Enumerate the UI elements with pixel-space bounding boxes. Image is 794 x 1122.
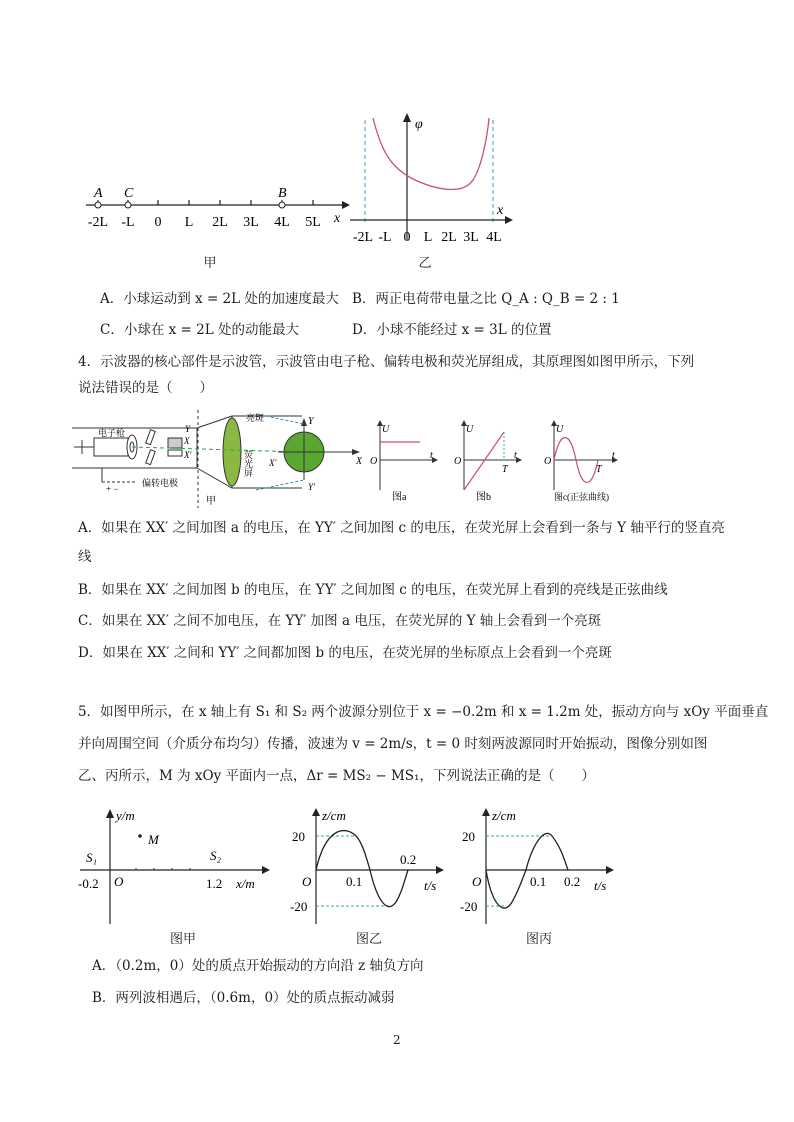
tick-label: 2L [441, 230, 457, 245]
point-a-label: A [94, 186, 103, 201]
phi-axis-label: φ [415, 117, 423, 132]
svg-text:20: 20 [292, 829, 305, 844]
svg-text:O: O [472, 874, 482, 889]
tick-label: -2L [352, 230, 374, 245]
graph-a [368, 420, 438, 502]
graph-c-caption: 图c(正弦曲线) [554, 492, 609, 502]
svg-text:S₂: S₂ [210, 848, 222, 863]
q5-stem-line2: 并向周围空间（介质分布均匀）传播，波速为 v = 2m/s，t = 0 时刻两波源同时开始振动，图像分别如图 [78, 736, 708, 752]
figure-yi-caption: 乙 [418, 256, 432, 271]
tick-label: L [423, 230, 433, 245]
tick-label: 4L [274, 215, 290, 230]
figure-yi-potential-graph [345, 110, 515, 250]
q5-option-b[interactable]: B．两列波相遇后，（0.6m，0）处的质点振动减弱 [92, 990, 395, 1006]
svg-text:y/m: y/m [116, 808, 135, 823]
svg-text:O: O [302, 874, 312, 889]
q5-yi-caption: 图乙 [355, 932, 382, 947]
svg-text:U: U [382, 424, 390, 435]
q3-option-a[interactable]: A．小球运动到 x = 2L 处的加速度最大 [100, 291, 339, 307]
x-axis-label: x [497, 203, 504, 218]
svg-text:t: t [612, 450, 615, 461]
graph-c [540, 420, 632, 502]
svg-text:t/s: t/s [424, 878, 437, 893]
screen-label: 荧光屏 [243, 450, 253, 477]
q4-stem-line1: 4．示波器的核心部件是示波管，示波管由电子枪、偏转电极和荧光屏组成，其原理图如图甲所示，下列 [78, 354, 695, 370]
gun-label: 电子枪 [98, 428, 126, 438]
svg-text:T: T [502, 464, 508, 475]
tick-label: 2L [212, 215, 228, 230]
q3-option-c[interactable]: C．小球在 x = 2L 处的动能最大 [100, 322, 299, 338]
jia-caption: 甲 [206, 496, 216, 507]
q5-option-a[interactable]: A．（0.2m，0）处的质点开始振动的方向沿 z 轴负方向 [92, 958, 424, 974]
svg-text:U: U [466, 424, 474, 435]
q5-stem-line3: 乙、丙所示，M 为 xOy 平面内一点，Δr = MS₂ − MS₁，下列说法正确的是（ ） [78, 768, 595, 784]
svg-text:x/m: x/m [236, 876, 255, 891]
svg-text:X: X [184, 436, 190, 446]
x-axis-label: x [334, 211, 341, 226]
svg-text:-20: -20 [460, 899, 478, 914]
tick-label: L [184, 215, 194, 230]
svg-text:O: O [454, 456, 462, 467]
svg-text:t: t [514, 450, 517, 461]
svg-text:0.1: 0.1 [346, 874, 363, 889]
q5-bing-caption: 图丙 [525, 932, 552, 947]
svg-text:20: 20 [462, 829, 475, 844]
figure-q5-bing [460, 806, 620, 924]
tick-label: 4L [486, 230, 502, 245]
q4-option-c[interactable]: C．如果在 XX′ 之间不加电压，在 YY′ 加图 a 电压，在荧光屏的 Y 轴上会看到一个亮斑 [78, 613, 602, 629]
svg-text:0.2: 0.2 [400, 852, 417, 867]
svg-text:t: t [430, 450, 433, 461]
figure-oscilloscope-tube [72, 410, 362, 508]
figure-q5-jia [76, 806, 276, 924]
q3-option-d[interactable]: D．小球不能经过 x = 3L 的位置 [352, 322, 552, 338]
tick-label: -L [378, 230, 392, 245]
svg-text:X': X' [269, 458, 277, 468]
svg-text:Y': Y' [308, 482, 315, 492]
tick-label: -2L [87, 215, 109, 230]
svg-text:S₁: S₁ [86, 850, 98, 865]
svg-text:M: M [148, 832, 159, 847]
svg-text:0.2: 0.2 [564, 874, 581, 889]
point-c-label: C [124, 186, 134, 201]
svg-text:+ −: + − [106, 484, 119, 494]
page-number: 2 [393, 1033, 401, 1047]
graph-b-caption: 图b [476, 492, 491, 502]
q4-option-d[interactable]: D．如果在 XX′ 之间和 YY′ 之间都加图 b 的电压，在荧光屏的坐标原点上会看到一个亮斑 [78, 645, 612, 661]
svg-text:1.2: 1.2 [206, 876, 223, 891]
svg-text:0.1: 0.1 [530, 874, 547, 889]
figure-jia-number-line [80, 180, 350, 240]
point-b-label: B [278, 186, 287, 201]
graph-a-caption: 图a [392, 492, 407, 502]
svg-text:X': X' [184, 450, 192, 460]
svg-text:Y: Y [308, 416, 314, 427]
svg-text:Y: Y [185, 424, 191, 434]
q4-option-a[interactable]: A．如果在 XX′ 之间加图 a 的电压，在 YY′ 之间加图 c 的电压，在荧光屏上会看到一条与 Y 轴平行的竖直亮 [78, 520, 725, 536]
svg-text:U: U [556, 424, 564, 435]
q4-option-a-cont: 线 [78, 549, 92, 565]
figure-jia-caption: 甲 [203, 256, 217, 271]
q5-jia-caption: 图甲 [169, 932, 196, 947]
svg-text:X: X [356, 456, 362, 467]
figure-q5-yi [290, 806, 450, 924]
tick-label: 3L [463, 230, 479, 245]
svg-text:O: O [544, 456, 552, 467]
q3-option-b[interactable]: B．两正电荷带电量之比 Q_A : Q_B = 2 : 1 [352, 291, 620, 307]
svg-text:-0.2: -0.2 [78, 876, 99, 891]
tick-label: 5L [305, 215, 321, 230]
svg-text:z/cm: z/cm [322, 808, 346, 823]
svg-text:O: O [114, 874, 124, 889]
tick-label: 0 [154, 215, 162, 230]
q4-stem-line2: 说法错误的是（ ） [78, 380, 213, 396]
deflect-label: 偏转电极 [142, 478, 179, 488]
svg-text:O: O [370, 456, 378, 467]
spot-label: 亮斑 [246, 413, 265, 423]
svg-text:-20: -20 [290, 899, 308, 914]
tick-label: 0 [403, 230, 411, 245]
q4-option-b[interactable]: B．如果在 XX′ 之间加图 b 的电压，在 YY′ 之间加图 c 的电压，在荧光屏上看到的亮线是正弦曲线 [78, 582, 668, 598]
q5-stem-line1: 5．如图甲所示，在 x 轴上有 S₁ 和 S₂ 两个波源分别位于 x = −0.2m 和 x = 1.2m 处，振动方向与 xOy 平面垂直 [78, 704, 769, 720]
tick-label: 3L [243, 215, 259, 230]
tick-label: -L [121, 215, 135, 230]
graph-b [452, 420, 522, 502]
svg-text:t/s: t/s [594, 878, 607, 893]
svg-text:T: T [596, 464, 602, 475]
svg-text:z/cm: z/cm [492, 808, 516, 823]
